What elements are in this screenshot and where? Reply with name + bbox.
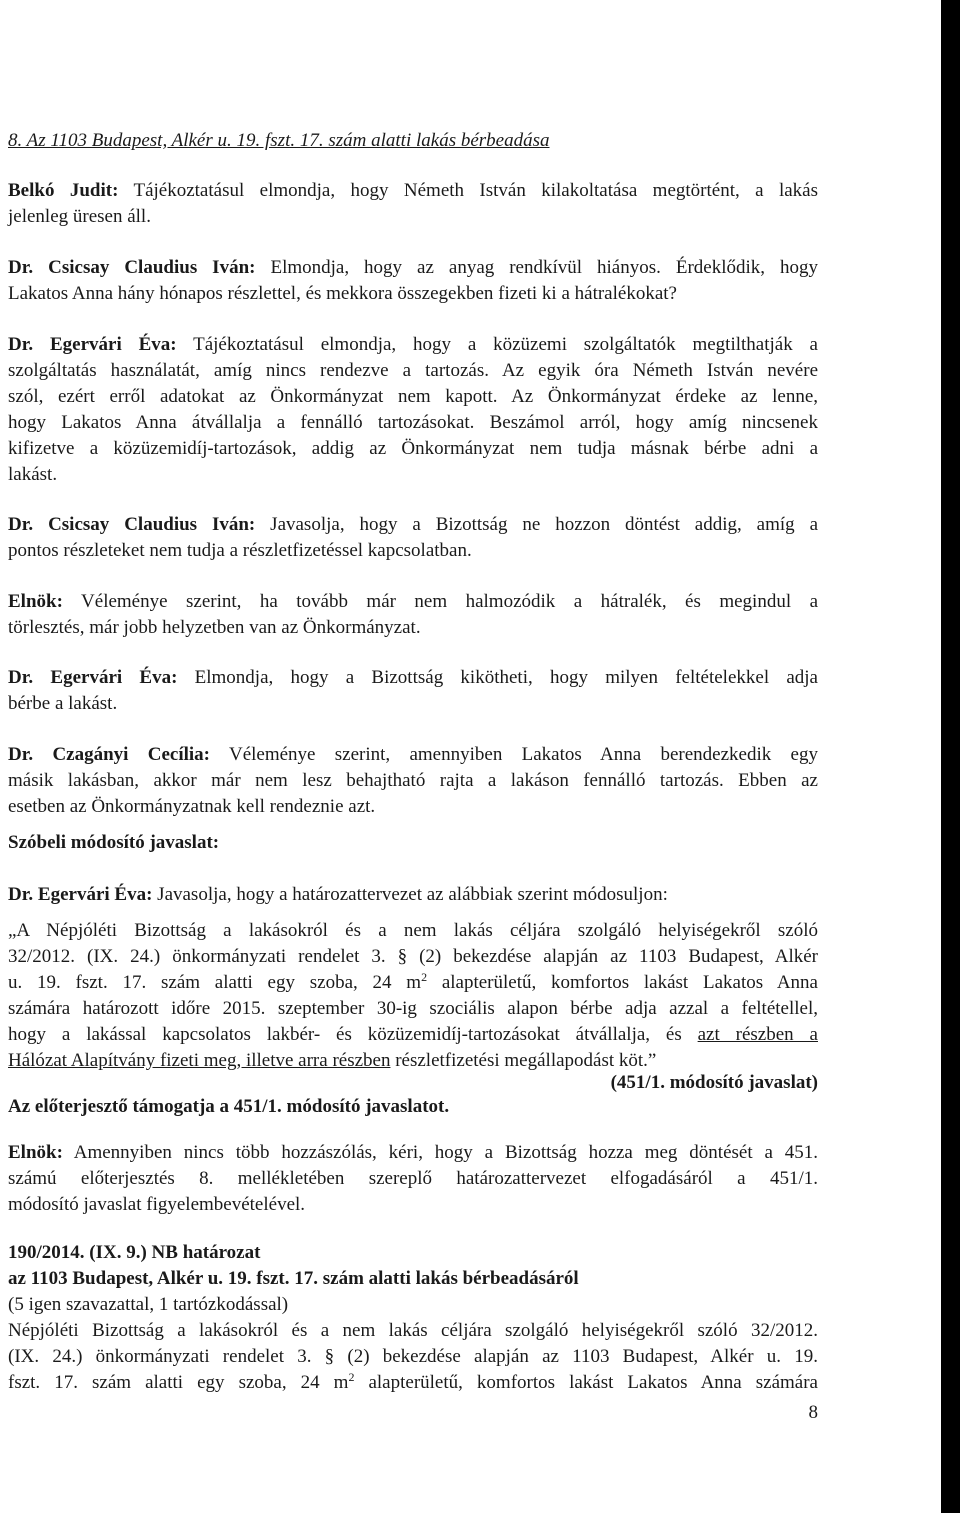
- underlined-text: azt részben a: [697, 1024, 818, 1045]
- quote-line-1: „A Népjóléti Bizottság a lakásokról és a nem lakás céljára szolgáló helyiségekről szóló: [8, 920, 818, 941]
- paragraph-czaganyi-line-2: másik lakásban, akkor már nem lesz behajtható rajta a lakáson fennálló tartozás. Ebben az: [8, 770, 818, 791]
- paragraph-csicsay-2-line-2: pontos részleteket nem tudja a részletfizetéssel kapcsolatban.: [8, 540, 472, 561]
- superscript: 2: [348, 1370, 355, 1384]
- speaker-name: Dr. Egervári Éva:: [8, 334, 177, 355]
- paragraph-elnok-2-line-1: Elnök: Amennyiben nincs több hozzászólás, kéri, hogy a Bizottság hozza meg döntését a 451.: [8, 1142, 818, 1163]
- resolution-line-3: fszt. 17. szám alatti egy szoba, 24 $m^2$ alapterületű, komfortos lakást Lakatos Anna számára: [8, 1370, 818, 1393]
- paragraph-egervari-line-2: szolgáltatás használatát, amíg nincs rendezve a tartozás. Az egyik óra Németh István nevére: [8, 360, 818, 381]
- speaker-name: Belkó Judit:: [8, 180, 119, 201]
- paragraph-czaganyi-line-3: esetben az Önkormányzatnak kell rendeznie azt.: [8, 796, 376, 817]
- quote-line-4: számára határozott időre 2015. szeptember 30-ig szociális alapon bérbe adja azzal a feltétellel,: [8, 998, 818, 1019]
- speaker-name: Dr. Egervári Éva:: [8, 667, 178, 688]
- support-statement: Az előterjesztő támogatja a 451/1. módosító javaslatot.: [8, 1096, 450, 1117]
- paragraph-elnok-line-2: törlesztés, már jobb helyzetben van az Önkormányzat.: [8, 617, 421, 638]
- speaker-name: Elnök:: [8, 1142, 63, 1163]
- paragraph-elnok-line-1: Elnök: Véleménye szerint, ha tovább már nem halmozódik a hátralék, és megindul a: [8, 591, 818, 612]
- quote-line-6: Hálózat Alapítvány fizeti meg, illetve arra részben részletfizetési megállapodást köt.”: [8, 1050, 657, 1071]
- paragraph-belko-line-1: Belkó Judit: Tájékoztatásul elmondja, hogy Németh István kilakoltatása megtörtént, a lakás: [8, 180, 818, 201]
- paragraph-elnok-2-line-3: módosító javaslat figyelembevételével.: [8, 1194, 306, 1215]
- paragraph-egervari-2-line-1: Dr. Egervári Éva: Elmondja, hogy a Bizottság kikötheti, hogy milyen feltételekkel adja: [8, 667, 818, 688]
- quote-line-2: 32/2012. (IX. 24.) önkormányzati rendelet 3. § (2) bekezdése alapján az 1103 Budapest, Alkér: [8, 946, 818, 967]
- paragraph-csicsay-2-line-1: Dr. Csicsay Claudius Iván: Javasolja, hogy a Bizottság ne hozzon döntést addig, amíg a: [8, 514, 818, 535]
- page-number: 8: [808, 1402, 818, 1423]
- paragraph-czaganyi-line-1: Dr. Czagányi Cecília: Véleménye szerint, amennyiben Lakatos Anna berendezkedik egy: [8, 744, 818, 765]
- paragraph-egervari-line-5: kifizetve a közüzemidíj-tartozások, addig az Önkormányzat nem tudja másnak bérbe adni a: [8, 438, 818, 459]
- speaker-name: Elnök:: [8, 591, 63, 612]
- section-title: Szóbeli módosító javaslat:: [8, 832, 220, 853]
- paragraph-csicsay-line-1: Dr. Csicsay Claudius Iván: Elmondja, hogy az anyag rendkívül hiányos. Érdeklődik, hogy: [8, 257, 818, 278]
- quote-line-3: u. 19. fszt. 17. szám alatti egy szoba, 24 $m^2$ alapterületű, komfortos lakást Lakatos Anna: [8, 970, 818, 993]
- resolution-line-2: (IX. 24.) önkormányzati rendelet 3. § (2) bekezdése alapján az 1103 Budapest, Alkér u. 19.: [8, 1346, 818, 1367]
- paragraph-egervari-line-1: Dr. Egervári Éva: Tájékoztatásul elmondja, hogy a közüzemi szolgáltatók megtilthatják a: [8, 334, 818, 355]
- speaker-name: Dr. Csicsay Claudius Iván:: [8, 514, 256, 535]
- quote-line-5: hogy a lakással kapcsolatos lakbér- és közüzemidíj-tartozásokat átvállalja, és azt részben a: [8, 1024, 818, 1045]
- paragraph-egervari-line-3: szól, ezért erről adatokat az Önkormányzat nem kapott. Az Önkormányzat érdeke az lenne,: [8, 386, 818, 407]
- paragraph-egervari-line-6: lakást.: [8, 464, 58, 485]
- paragraph-egervari-2-line-2: bérbe a lakást.: [8, 693, 118, 714]
- speaker-name: Dr. Csicsay Claudius Iván:: [8, 257, 256, 278]
- resolution-line-1: Népjóléti Bizottság a lakásokról és a nem lakás céljára szolgáló helyiségekről szóló 32/2012.: [8, 1320, 818, 1341]
- paragraph-egervari-3-line-1: Dr. Egervári Éva: Javasolja, hogy a határozattervezet az alábbiak szerint módosuljon:: [8, 884, 668, 905]
- speaker-name: Dr. Egervári Éva:: [8, 884, 153, 905]
- agenda-heading: 8. Az 1103 Budapest, Alkér u. 19. fszt. 17. szám alatti lakás bérbeadása: [8, 130, 550, 151]
- underlined-text: Hálózat Alapítvány fizeti meg, illetve arra részben: [8, 1050, 391, 1071]
- superscript: 2: [421, 970, 428, 984]
- resolution-number: 190/2014. (IX. 9.) NB határozat: [8, 1242, 261, 1263]
- amendment-label: (451/1. módosító javaslat): [610, 1072, 818, 1093]
- resolution-subject: az 1103 Budapest, Alkér u. 19. fszt. 17. szám alatti lakás bérbeadásáról: [8, 1268, 579, 1289]
- paragraph-egervari-line-4: hogy Lakatos Anna átvállalja a fennálló tartozásokat. Beszámol arról, hogy amíg nincsenek: [8, 412, 818, 433]
- speaker-name: Dr. Czagányi Cecília:: [8, 744, 211, 765]
- resolution-votes: (5 igen szavazattal, 1 tartózkodással): [8, 1294, 289, 1315]
- paragraph-csicsay-line-2: Lakatos Anna hány hónapos részlettel, és mekkora összegekben fizeti ki a hátralékokat?: [8, 283, 677, 304]
- paragraph-belko-line-2: jelenleg üresen áll.: [8, 206, 151, 227]
- paragraph-elnok-2-line-2: számú előterjesztés 8. mellékletében szereplő határozattervezet elfogadásáról a 451/1.: [8, 1168, 818, 1189]
